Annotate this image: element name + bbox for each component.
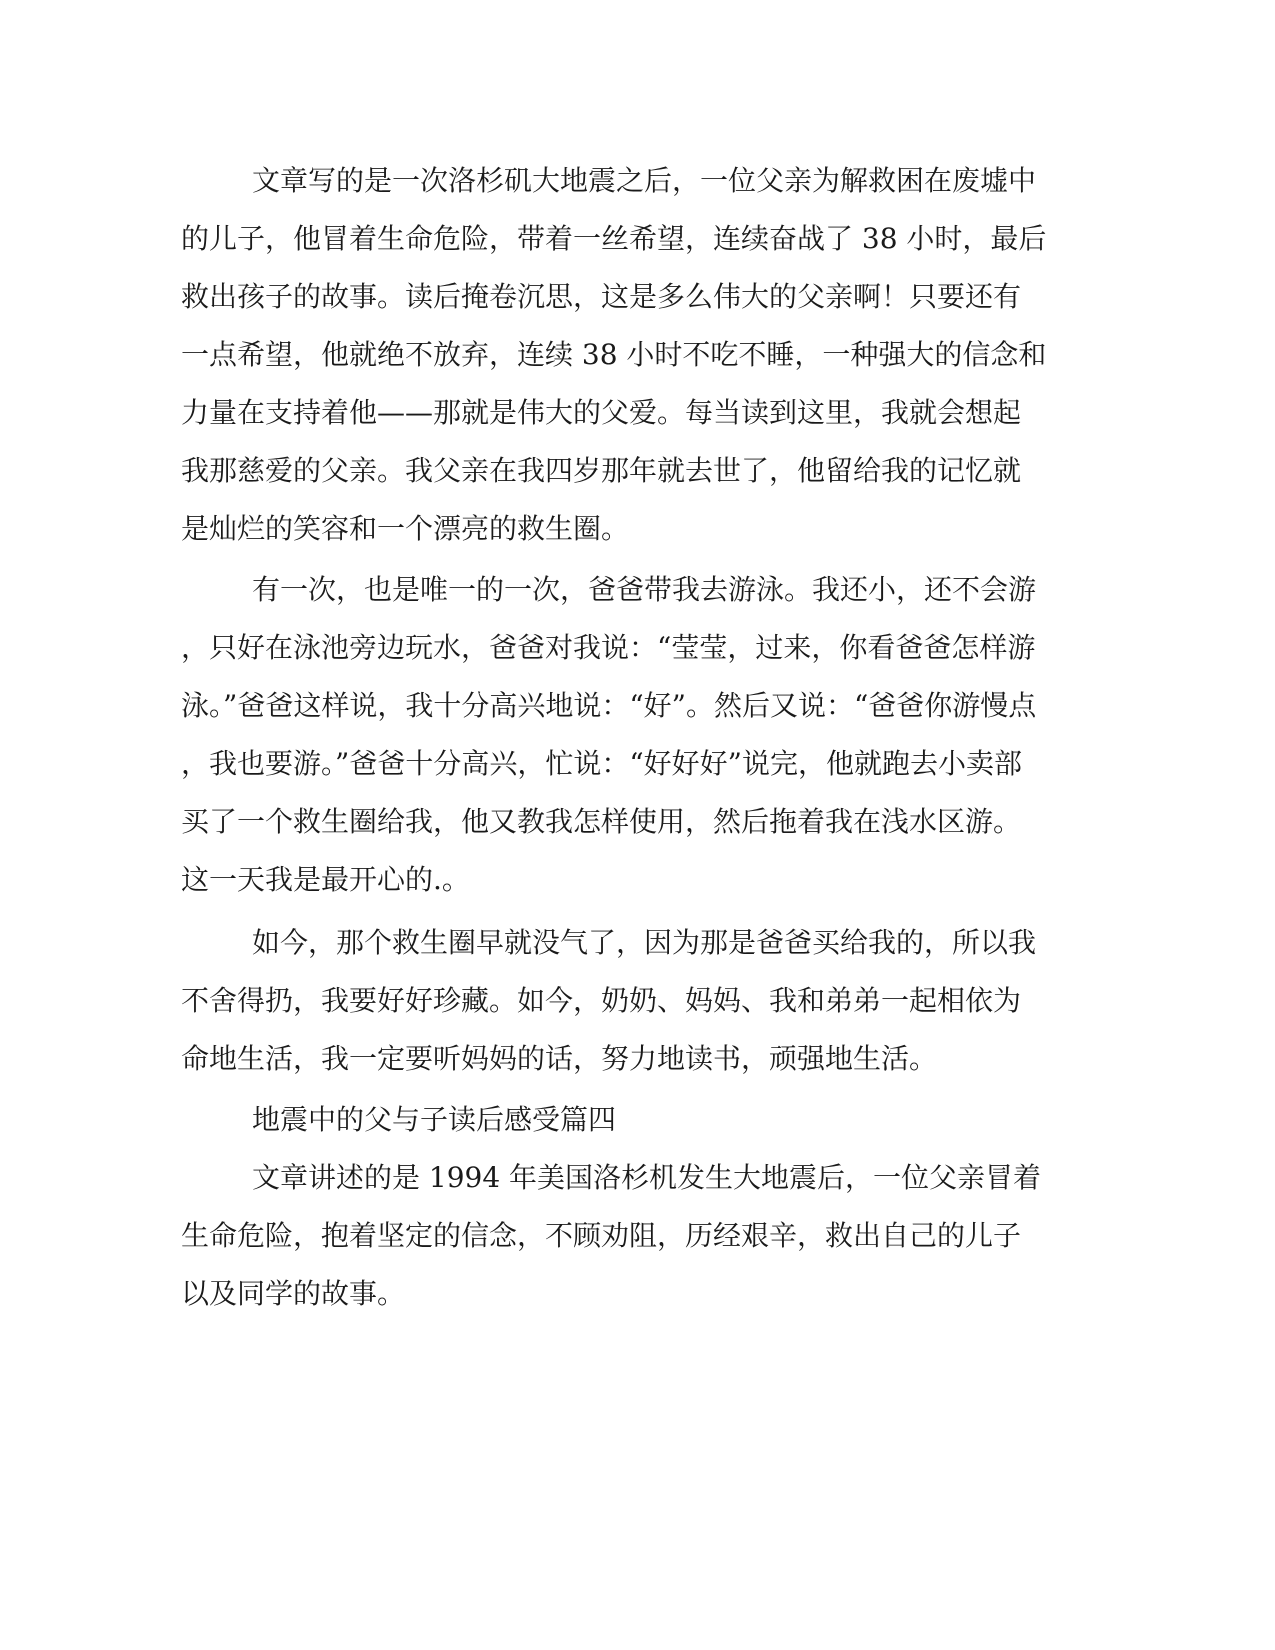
text-line: ，只好在泳池旁边玩水，爸爸对我说：“莹莹，过来，你看爸爸怎样游: [181, 631, 1036, 664]
text-line: 力量在支持着他——那就是伟大的父爱。每当读到这里，我就会想起: [181, 396, 1022, 429]
text-line: 的儿子，他冒着生命危险，带着一丝希望，连续奋战了 38 小时，最后: [181, 222, 1047, 255]
text-line: ，我也要游。”爸爸十分高兴，忙说：“好好好”说完，他就跑去小卖部: [181, 747, 1022, 780]
text-line: 是灿烂的笑容和一个漂亮的救生圈。: [181, 512, 630, 545]
text-line: 不舍得扔，我要好好珍藏。如今，奶奶、妈妈、我和弟弟一起相依为: [181, 984, 1022, 1017]
text-line: 我那慈爱的父亲。我父亲在我四岁那年就去世了，他留给我的记忆就: [181, 454, 1022, 487]
section-heading: 地震中的父与子读后感受篇四: [252, 1103, 617, 1136]
text-line: 买了一个救生圈给我，他又教我怎样使用，然后拖着我在浅水区游。: [181, 805, 1022, 838]
text-line: 一点希望，他就绝不放弃，连续 38 小时不吃不睡，一种强大的信念和: [181, 338, 1047, 371]
text-line: 命地生活，我一定要听妈妈的话，努力地读书，顽强地生活。: [181, 1042, 938, 1075]
text-line: 救出孩子的故事。读后掩卷沉思，这是多么伟大的父亲啊！只要还有: [181, 280, 1022, 313]
text-line: 文章讲述的是 1994 年美国洛杉机发生大地震后，一位父亲冒着: [252, 1161, 1042, 1194]
text-line: 泳。”爸爸这样说，我十分高兴地说：“好”。然后又说：“爸爸你游慢点: [181, 689, 1037, 722]
text-line: 生命危险，抱着坚定的信念，不顾劝阻，历经艰辛，救出自己的儿子: [181, 1219, 1022, 1252]
text-line: 有一次，也是唯一的一次，爸爸带我去游泳。我还小，还不会游: [252, 573, 1037, 606]
text-line: 这一天我是最开心的.。: [181, 863, 470, 896]
text-line: 如今，那个救生圈早就没气了，因为那是爸爸买给我的，所以我: [252, 926, 1037, 959]
text-line: 文章写的是一次洛杉矶大地震之后，一位父亲为解救困在废墟中: [252, 164, 1037, 197]
text-line: 以及同学的故事。: [181, 1277, 406, 1310]
